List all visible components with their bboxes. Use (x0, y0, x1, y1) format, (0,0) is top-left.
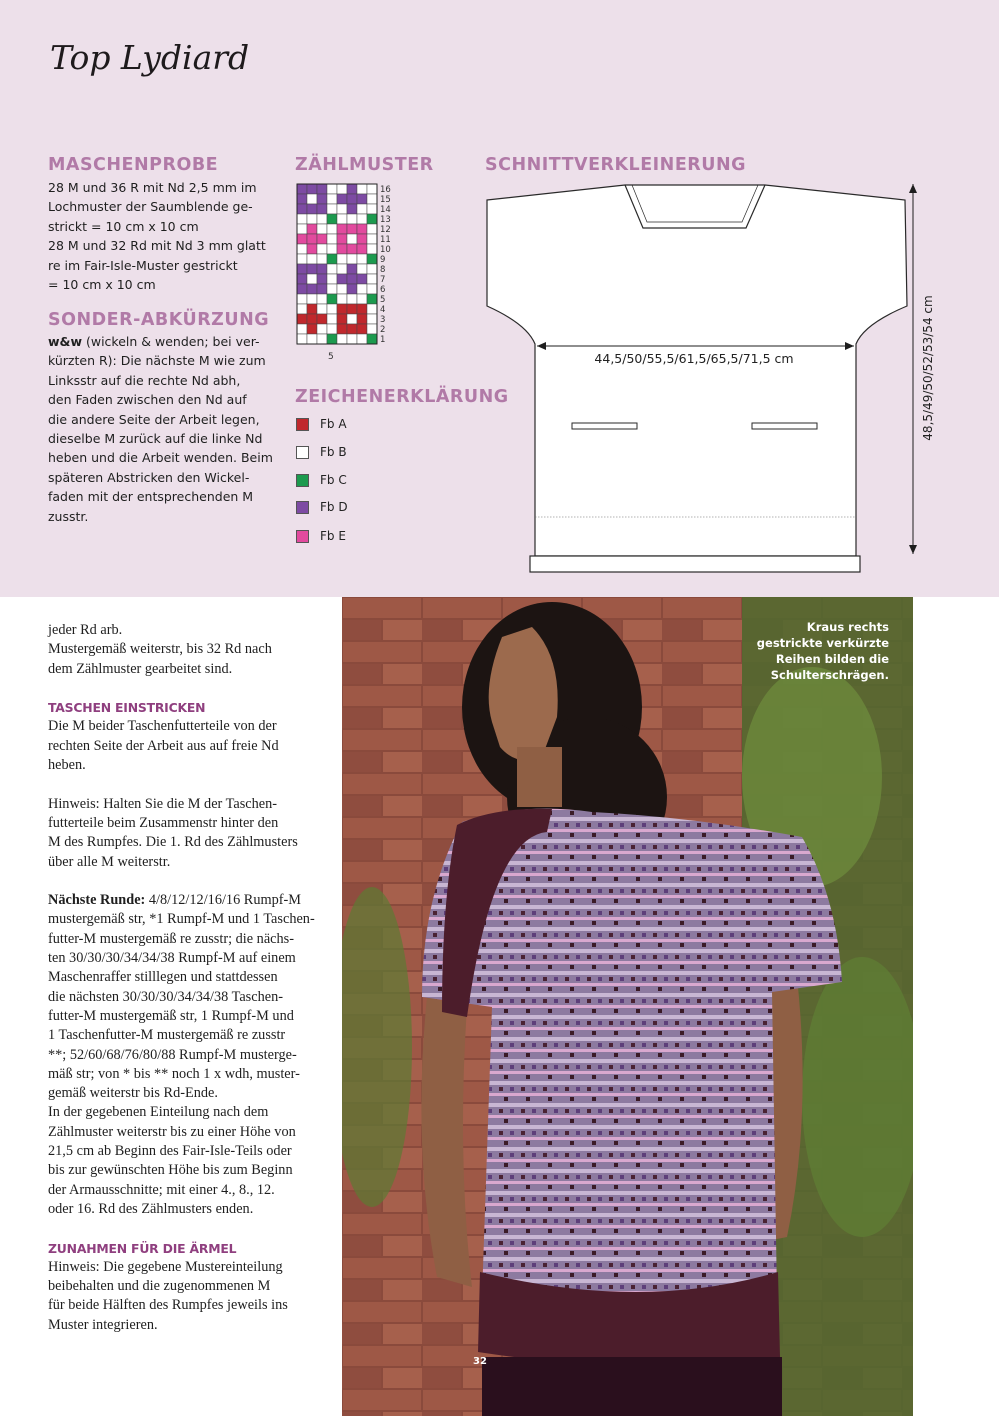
chart-cell (317, 224, 327, 234)
spacer (48, 872, 338, 891)
chart-cell (317, 264, 327, 274)
chart-row-label: 10 (380, 245, 391, 255)
chart-cell (347, 234, 357, 244)
chart-col-label: 5 (328, 352, 334, 362)
body-outline (487, 185, 907, 556)
chart-cell (297, 264, 307, 274)
chart-cell (307, 204, 317, 214)
sonder-text (48, 332, 273, 526)
chart-cell (307, 214, 317, 224)
legend-label: Fb D (320, 500, 348, 514)
caption-line: gestrickte verkürzte (756, 636, 889, 650)
chart-cell (367, 294, 377, 304)
chart-cell (327, 234, 337, 244)
taschen-heading: TASCHEN EINSTRICKEN (48, 700, 206, 716)
chart-cell (367, 224, 377, 234)
naechste-runde-text: 4/8/12/12/16/16 Rumpf-M (145, 892, 301, 909)
chart-cell (367, 324, 377, 334)
chart-cell (347, 184, 357, 194)
garment-schematic (480, 178, 960, 578)
chart-cell (327, 284, 337, 294)
text-line: re im Fair-Isle-Muster gestrickt (48, 257, 238, 273)
chart-cell (347, 334, 357, 344)
chart-row-label: 9 (380, 255, 386, 265)
text-line: Linksstr auf die rechte Nd abh, (48, 372, 241, 388)
zunahmen-heading: ZUNAHMEN FÜR DIE ÄRMEL (48, 1240, 237, 1256)
text-line: Hinweis: Halten Sie die M der Taschen- (48, 795, 278, 812)
chart-cell (357, 224, 367, 234)
chart-cell (307, 234, 317, 244)
chart-cell (367, 284, 377, 294)
text-line: **; 52/60/68/76/80/88 Rumpf-M musterge- (48, 1046, 297, 1063)
legend-item-fb-d (296, 500, 348, 514)
chart-row-label: 12 (380, 225, 391, 235)
chart-cell (327, 184, 337, 194)
chart-cell (367, 214, 377, 224)
text-line (48, 891, 338, 910)
chart-row-label: 11 (380, 235, 391, 245)
maschenprobe-text (48, 178, 266, 294)
chart-cell (327, 274, 337, 284)
text-line: die nächsten 30/30/30/34/34/38 Taschen- (48, 988, 283, 1005)
legend-item-fb-b (296, 445, 347, 459)
chart-cell (317, 304, 327, 314)
chart-cell (357, 314, 367, 324)
chart-cell (317, 314, 327, 324)
chart-cell (297, 254, 307, 264)
chart-cell (367, 184, 377, 194)
text-line: 28 M und 36 R mit Nd 2,5 mm im (48, 180, 257, 195)
abbr-term: w&w (48, 334, 82, 349)
chart-cell (337, 304, 347, 314)
chart-cell (307, 294, 317, 304)
chart-cell (347, 294, 357, 304)
chart-row-label: 14 (380, 205, 391, 215)
legend-label: Fb A (320, 417, 347, 431)
chart-cell (367, 244, 377, 254)
chart-cell (307, 314, 317, 324)
chart-cell (317, 204, 327, 214)
chart-cell (337, 204, 347, 214)
text-line: Hinweis: Die gegebene Mustereinteilung (48, 1258, 283, 1275)
chart-cell (327, 254, 337, 264)
text-line: beibehalten und die zugenommenen M (48, 1278, 271, 1295)
chart-cell (297, 214, 307, 224)
text-line: M des Rumpfes. Die 1. Rd des Zählmusters (48, 834, 298, 851)
height-arrow-head-top (909, 184, 917, 193)
chart-cell (317, 254, 327, 264)
neck (517, 747, 562, 807)
swatch-pink (296, 530, 309, 543)
text-line: jeder Rd arb. (48, 622, 123, 638)
chart-cell (297, 304, 307, 314)
chart-cell (297, 184, 307, 194)
chart-cell (297, 334, 307, 344)
chart-cell (327, 294, 337, 304)
sonder-heading: SONDER-ABKÜRZUNG (48, 310, 270, 330)
chart-cell (357, 194, 367, 204)
chart-row-label: 7 (380, 275, 386, 285)
chart-cell (357, 234, 367, 244)
chart-cell (347, 284, 357, 294)
chart-row-label: 16 (380, 185, 391, 195)
swatch-green (296, 474, 309, 487)
chart-cell (367, 274, 377, 284)
caption-line: Schulterschrägen. (770, 668, 889, 682)
chart-cell (297, 284, 307, 294)
hem-band (530, 556, 860, 572)
chart-cell (337, 224, 347, 234)
legend-heading: ZEICHENERKLÄRUNG (295, 387, 509, 407)
text-line: dieselbe M zurück auf die linke Nd (48, 430, 263, 446)
chart-cell (327, 204, 337, 214)
chart-row-label: 13 (380, 215, 391, 225)
instructions-column (48, 621, 338, 1335)
chart-cell (317, 324, 327, 334)
swatch-purple (296, 501, 309, 514)
chart-row-label: 6 (380, 285, 386, 295)
chart-cell (357, 254, 367, 264)
chart-cell (317, 194, 327, 204)
chart-cell (307, 184, 317, 194)
text-line: über alle M weiterstr. (48, 853, 171, 870)
text-line: Lochmuster der Saumblende ge- (48, 199, 253, 215)
text-line: für beide Hälften des Rumpfes jeweils ins (48, 1297, 288, 1314)
swatch-white (296, 446, 309, 459)
chart-cell (307, 254, 317, 264)
chart-cell (367, 254, 377, 264)
text-line: ten 30/30/30/34/34/38 Rumpf-M auf einem (48, 950, 296, 967)
chart-row-label: 15 (380, 195, 391, 205)
model-photo (342, 597, 913, 1416)
chart-cell (327, 224, 337, 234)
chart-cell (357, 294, 367, 304)
chart-cell (357, 214, 367, 224)
chart-cell (297, 194, 307, 204)
caption-line: Kraus rechts (806, 620, 889, 634)
chart-cell (307, 304, 317, 314)
chart-cell (307, 194, 317, 204)
chart-cell (347, 224, 357, 234)
chart-cell (337, 274, 347, 284)
chart-cell (357, 274, 367, 284)
chart-cell (367, 204, 377, 214)
text-line: strickt = 10 cm x 10 cm (48, 218, 199, 234)
page-title: Top Lydiard (50, 38, 250, 77)
chart-cell (297, 224, 307, 234)
chart-cell (297, 204, 307, 214)
naechste-runde-label: Nächste Runde: (48, 892, 146, 909)
chart-cell (297, 324, 307, 334)
pocket-right (752, 423, 817, 429)
chart-cell (317, 294, 327, 304)
chart-cell (367, 334, 377, 344)
text-line: Maschenraffer stilllegen und stattdessen (48, 969, 278, 986)
chart-row-label: 2 (380, 325, 386, 335)
text-line: 21,5 cm ab Beginn des Fair-Isle-Teils oder (48, 1143, 292, 1160)
text-line: futter-M mustergemäß str, 1 Rumpf-M und (48, 1007, 294, 1024)
text-line: faden mit der entsprechenden M (48, 489, 254, 505)
chart-cell (327, 264, 337, 274)
legend-item-fb-e (296, 529, 346, 543)
chart-row-label: 4 (380, 305, 386, 315)
chart-cell (297, 314, 307, 324)
chart-cell (297, 274, 307, 284)
width-label: 44,5/50/55,5/61,5/65,5/71,5 cm (594, 351, 794, 366)
chart-cell (327, 304, 337, 314)
chart-cell (347, 194, 357, 204)
chart-cell (337, 314, 347, 324)
text-line: futterteile beim Zusammenstr hinter den (48, 814, 279, 831)
chart-cell (307, 264, 317, 274)
text-line: die andere Seite der Arbeit legen, (48, 411, 260, 427)
chart-cell (357, 334, 367, 344)
chart-cell (337, 334, 347, 344)
chart-cell (337, 254, 347, 264)
chart-cell (307, 324, 317, 334)
pants (482, 1357, 782, 1416)
text-line: späteren Abstricken den Wickel- (48, 469, 250, 485)
chart-cell (307, 334, 317, 344)
chart-cell (337, 264, 347, 274)
chart-row-label: 5 (380, 295, 386, 305)
text-line (48, 332, 273, 351)
text-line: Die M beider Taschenfutterteile von der (48, 718, 277, 735)
text-line: Zählmuster weiterstr bis zu einer Höhe von (48, 1123, 296, 1140)
spacer (48, 1219, 338, 1238)
chart-cell (347, 214, 357, 224)
chart-cell (367, 314, 377, 324)
text-line: zusstr. (48, 508, 89, 524)
chart-cell (327, 334, 337, 344)
chart-cell (347, 204, 357, 214)
text-line: 1 Taschenfutter-M mustergemäß re zusstr (48, 1027, 286, 1044)
chart-cell (357, 264, 367, 274)
caption-line: Reihen bilden die (775, 652, 889, 666)
chart-cell (347, 274, 357, 284)
chart-row-label: 1 (380, 335, 386, 345)
text-line: rechten Seite der Arbeit aus auf freie Nd (48, 737, 279, 754)
chart-cell (367, 304, 377, 314)
text-line: kürzten R): Die nächste M wie zum (48, 353, 266, 369)
chart-cell (307, 224, 317, 234)
chart-cell (367, 194, 377, 204)
text-line: heben. (48, 757, 86, 774)
text-line: In der gegebenen Einteilung nach dem (48, 1104, 269, 1121)
chart-cell (317, 214, 327, 224)
page-number: 32 (473, 1356, 487, 1367)
chart-grid (296, 183, 406, 348)
text-line: dem Zählmuster gearbeitet sind. (48, 660, 233, 677)
chart-cell (347, 314, 357, 324)
text-line: = 10 cm x 10 cm (48, 276, 156, 292)
text-line: Mustergemäß weiterstr, bis 32 Rd nach (48, 641, 272, 658)
chart-cell (327, 324, 337, 334)
chart-cell (347, 244, 357, 254)
chart-cell (317, 244, 327, 254)
zaehlmuster-heading: ZÄHLMUSTER (295, 155, 434, 175)
chart-cell (367, 234, 377, 244)
chart-cell (357, 304, 367, 314)
chart-cell (297, 244, 307, 254)
chart-cell (337, 184, 347, 194)
chart-row-label: 8 (380, 265, 386, 275)
chart-cell (337, 284, 347, 294)
chart-cell (357, 324, 367, 334)
chart-cell (327, 244, 337, 254)
photo-illustration (342, 597, 913, 1416)
text-line: Muster integrieren. (48, 1316, 158, 1333)
chart-cell (337, 294, 347, 304)
photo-caption (757, 619, 889, 683)
chart-cell (337, 244, 347, 254)
chart-cell (327, 314, 337, 324)
chart-cell (347, 264, 357, 274)
spacer (48, 775, 338, 794)
schnitt-heading: SCHNITTVERKLEINERUNG (485, 155, 746, 175)
chart-cell (317, 334, 327, 344)
chart-cell (337, 234, 347, 244)
chart-cell (357, 284, 367, 294)
chart-cell (347, 304, 357, 314)
text-line: mustergemäß str, *1 Rumpf-M und 1 Taschen- (48, 911, 315, 928)
spacer (48, 679, 338, 698)
text-line: mäß str; von * bis ** noch 1 x wdh, muster- (48, 1065, 300, 1082)
chart-cell (347, 254, 357, 264)
chart-cell (367, 264, 377, 274)
legend-item-fb-c (296, 473, 347, 487)
text-line: futter-M mustergemäß re zusstr; die nächs- (48, 930, 294, 947)
text-line: der Armausschnitte; mit einer 4., 8., 12. (48, 1181, 275, 1198)
chart-cell (317, 234, 327, 244)
chart-cell (337, 214, 347, 224)
chart-cell (317, 284, 327, 294)
pocket-left (572, 423, 637, 429)
text-line: 28 M und 32 Rd mit Nd 3 mm glatt (48, 238, 266, 254)
chart-cell (307, 274, 317, 284)
chart-cell (317, 184, 327, 194)
knitting-chart (296, 183, 406, 353)
chart-cell (327, 214, 337, 224)
text-line: gemäß weiterstr bis Rd-Ende. (48, 1085, 218, 1102)
text-line: heben und die Arbeit wenden. Beim (48, 450, 273, 466)
swatch-red (296, 418, 309, 431)
legend-item-fb-a (296, 417, 347, 431)
chart-cell (357, 184, 367, 194)
chart-row-label: 3 (380, 315, 386, 325)
chart-cell (297, 294, 307, 304)
legend-label: Fb E (320, 529, 346, 543)
height-arrow-head-bottom (909, 545, 917, 554)
legend-label: Fb C (320, 473, 347, 487)
chart-cell (307, 284, 317, 294)
chart-cell (357, 204, 367, 214)
maschenprobe-heading: MASCHENPROBE (48, 155, 219, 175)
height-label: 48,5/49/50/52/53/54 cm (921, 295, 935, 441)
text-line: oder 16. Rd des Zählmusters enden. (48, 1200, 254, 1217)
chart-cell (307, 244, 317, 254)
text-line: den Faden zwischen den Nd auf (48, 392, 247, 408)
legend-label: Fb B (320, 445, 347, 459)
text-line: bis zur gewünschten Höhe bis zum Beginn (48, 1162, 293, 1179)
abbr-def: (wickeln & wenden; bei ver- (82, 334, 260, 349)
chart-cell (327, 194, 337, 204)
chart-cell (317, 274, 327, 284)
chart-cell (347, 324, 357, 334)
chart-cell (337, 324, 347, 334)
chart-cell (357, 244, 367, 254)
chart-cell (337, 194, 347, 204)
chart-cell (297, 234, 307, 244)
